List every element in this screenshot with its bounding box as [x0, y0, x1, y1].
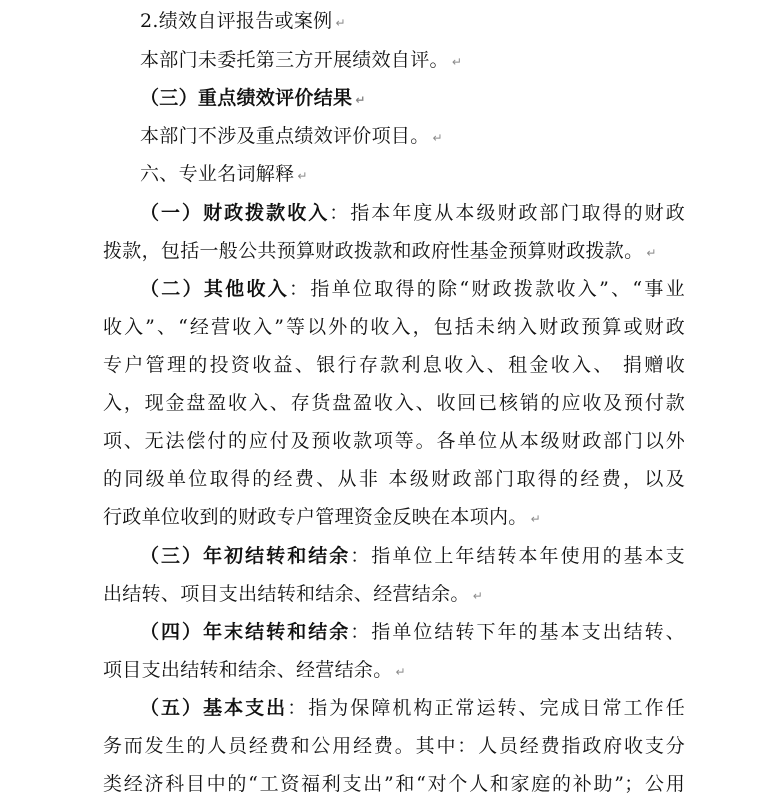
text-run: 的同级单位取得的经费、从非 本级财政部门取得的经费，以及	[103, 468, 685, 490]
text-run: 本部门不涉及重点绩效评价项目。	[140, 125, 430, 147]
text-run: ：指单位上年结转本年使用的基本支	[350, 545, 685, 567]
line-text	[103, 240, 657, 262]
text-line	[103, 581, 483, 609]
text-line	[140, 276, 685, 302]
term-label: （一）财政拨款收入	[140, 202, 330, 224]
paragraph-mark: ↵	[432, 131, 443, 145]
text-line	[140, 123, 443, 151]
text-run: ：指单位取得的除“财政拨款收入”、“事业	[289, 278, 685, 300]
text-run: 项、无法偿付的应付及预收款项等。各单位从本级财政部门以外	[103, 430, 685, 452]
paragraph-mark: ↵	[355, 93, 366, 107]
term-label: （三）重点绩效评价结果	[140, 87, 353, 109]
line-text	[140, 163, 308, 185]
paragraph-mark: ↵	[451, 55, 463, 69]
text-run: 入，现金盘盈收入、存货盘盈收入、收回已核销的应收及预付款	[103, 392, 685, 414]
text-line	[140, 161, 308, 189]
text-run: 本部门未委托第三方开展绩效自评。	[140, 49, 449, 71]
text-run: 收入”、“经营收入”等以外的收入，包括未纳入财政预算或财政	[103, 316, 685, 338]
line-text	[103, 390, 685, 416]
text-run: 项目支出结转和结余、经营结余。	[103, 659, 393, 681]
text-run: 务而发生的人员经费和公用经费。其中：人员经费指政府收支分	[103, 735, 685, 757]
text-run: 拨款，包括一般公共预算财政拨款和政府性基金预算财政拨款。	[103, 240, 644, 262]
paragraph-mark: ↵	[530, 512, 541, 526]
text-run: 六、专业名词解释	[140, 163, 295, 185]
line-text	[140, 10, 346, 32]
term-label: （三）年初结转和结余	[140, 545, 351, 567]
line-text	[140, 695, 685, 721]
paragraph-mark: ↵	[472, 589, 484, 603]
term-label: （四）年末结转和结余	[140, 621, 351, 643]
line-text	[140, 200, 685, 226]
line-text	[103, 506, 541, 528]
line-text	[103, 352, 685, 378]
text-line	[103, 428, 685, 454]
text-run: 类经济科目中的“工资福利支出”和“对个人和家庭的补助”；公用	[103, 773, 685, 795]
line-text	[140, 87, 366, 109]
line-text	[140, 276, 685, 302]
paragraph-mark: ↵	[297, 169, 308, 183]
line-text	[103, 659, 406, 681]
term-label: （五）基本支出	[140, 697, 288, 719]
text-line	[103, 657, 406, 685]
line-text	[103, 466, 685, 492]
text-run: ：指本年度从本级财政部门取得的财政	[329, 202, 685, 224]
text-line	[103, 771, 685, 797]
term-label: （二）其他收入	[140, 278, 290, 300]
line-text	[140, 619, 685, 645]
text-run: ：指单位结转下年的基本支出结转、	[350, 621, 685, 643]
text-line	[140, 47, 462, 75]
text-run: 2.绩效自评报告或案例	[140, 10, 333, 32]
text-run: ：指为保障机构正常运转、完成日常工作任	[287, 697, 685, 719]
text-line	[140, 619, 685, 645]
text-run: 出结转、项目支出结转和结余、经营结余。	[103, 583, 470, 605]
line-text	[103, 583, 483, 605]
text-line	[103, 733, 685, 759]
line-text	[103, 733, 685, 759]
line-text	[140, 543, 685, 569]
paragraph-mark: ↵	[395, 665, 406, 679]
paragraph-mark: ↵	[646, 246, 657, 260]
text-line	[140, 200, 685, 226]
text-line	[103, 352, 685, 378]
text-line	[140, 85, 366, 113]
line-text	[140, 125, 443, 147]
line-text	[103, 314, 685, 340]
text-line	[140, 8, 346, 36]
line-text	[140, 49, 462, 71]
text-line	[103, 314, 685, 340]
text-line	[140, 695, 685, 721]
text-line	[103, 504, 541, 532]
text-run: 专户管理的投资收益、银行存款利息收入、租金收入、 捐赠收	[103, 354, 685, 376]
paragraph-mark: ↵	[335, 16, 346, 30]
line-text	[103, 771, 685, 797]
text-run: 行政单位收到的财政专户管理资金反映在本项内。	[103, 506, 528, 528]
text-line	[103, 466, 685, 492]
line-text	[103, 428, 685, 454]
text-line	[140, 543, 685, 569]
text-line	[103, 390, 685, 416]
text-line	[103, 238, 657, 266]
